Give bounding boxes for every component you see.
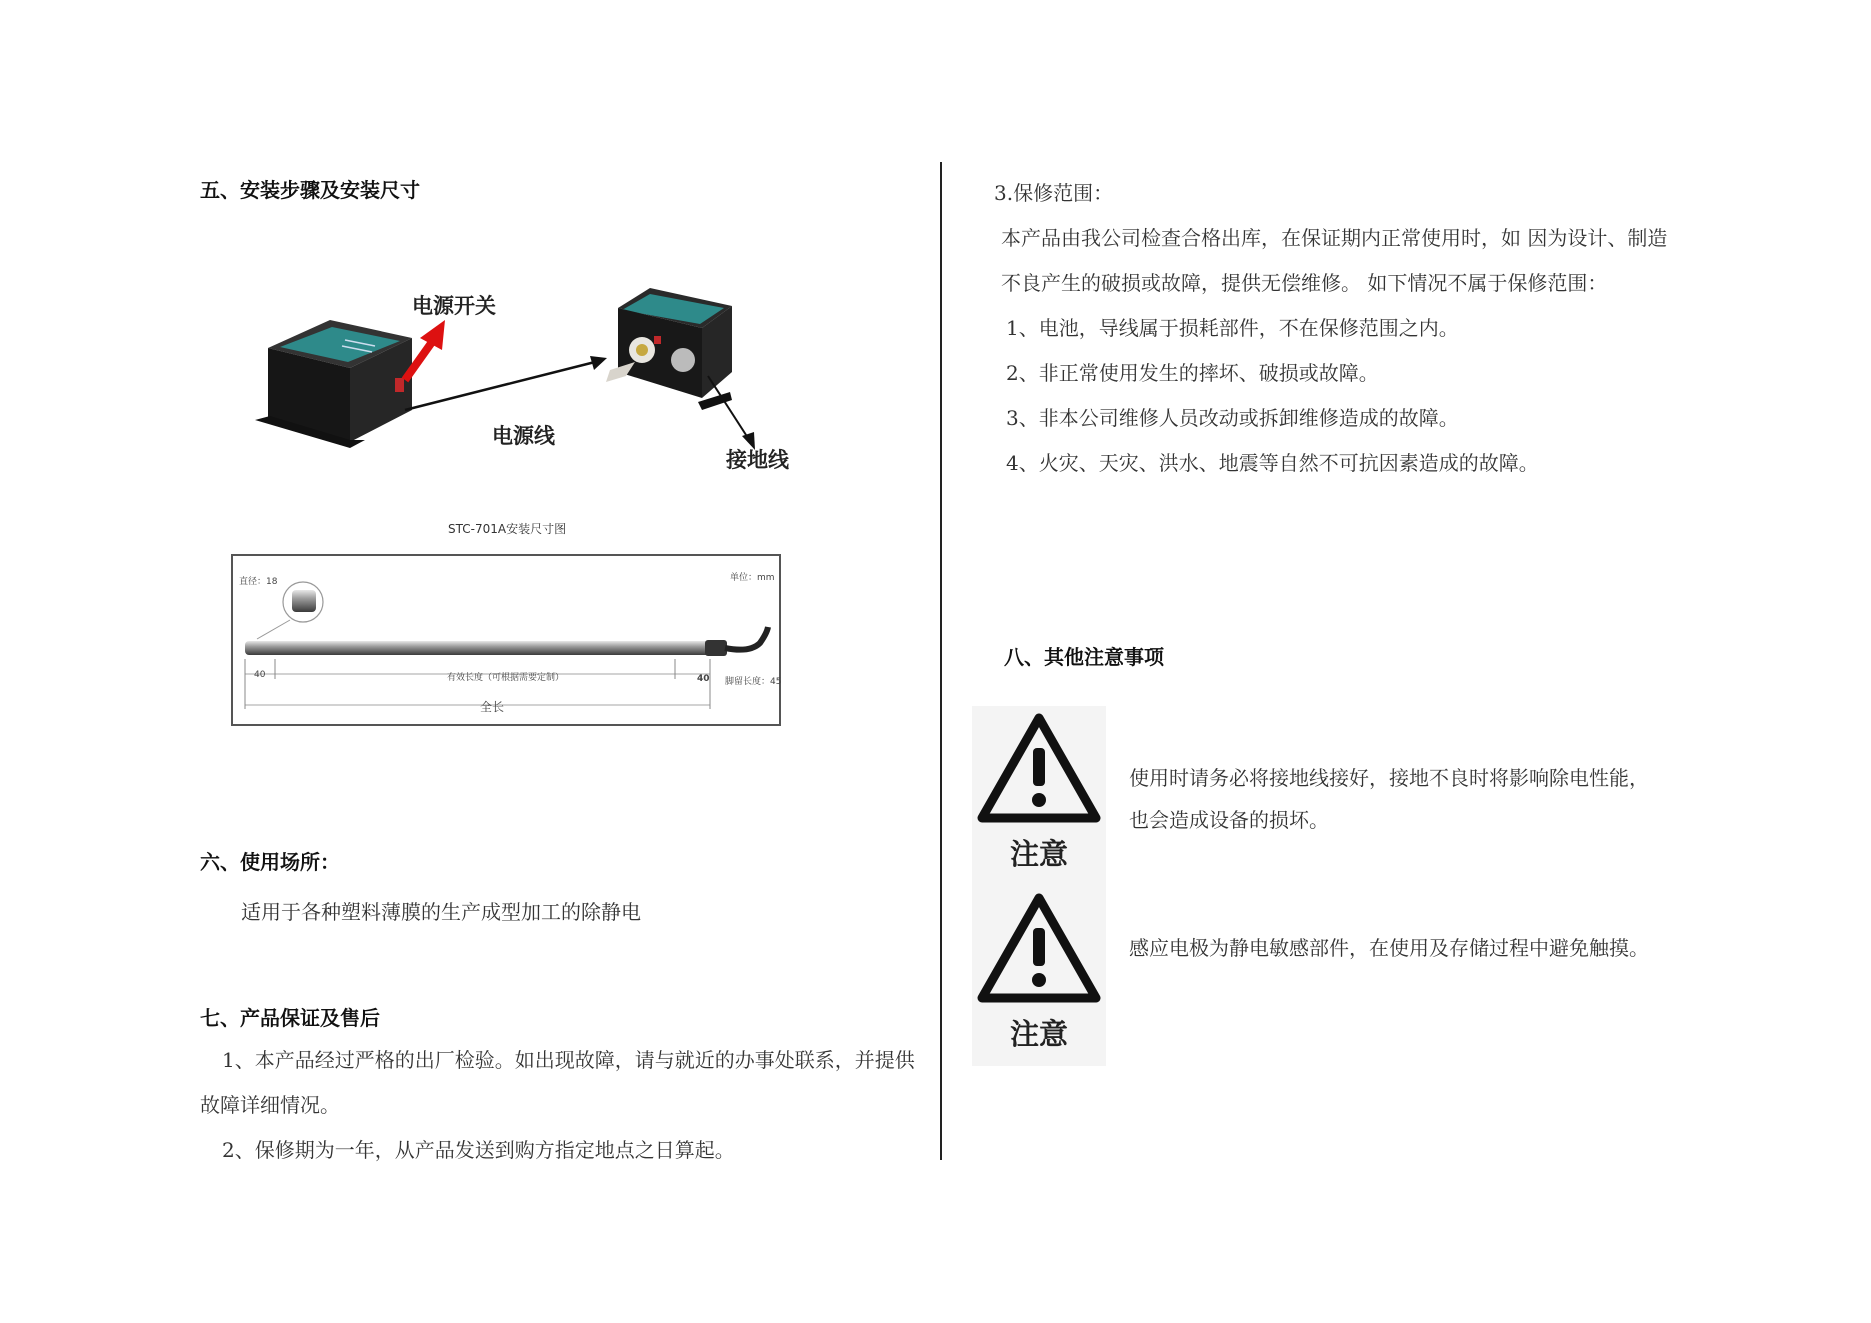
total-length-label: 全长 [480,700,505,714]
label-power-switch: 电源开关 [412,294,496,318]
section5-heading: 五、安装步骤及安装尺寸 [200,178,420,202]
controller-box-left [255,320,412,448]
warning-sign [972,706,1106,886]
diameter-label: 直径：18 [239,577,278,587]
warning-label: 注意 [1009,1017,1068,1051]
warranty-item: 2、非正常使用发生的摔坏、破损或故障。 [1006,361,1379,385]
warranty-intro-line2: 不良产生的破损或故障，提供无偿维修。 如下情况不属于保修范围： [1001,271,1608,295]
warranty-title: 3.保修范围： [994,181,1114,205]
right-dim-label: 40 [697,674,710,684]
cable-length-label: 脚留长度：45 [725,677,782,687]
section6-heading: 六、使用场所： [200,850,340,874]
section7-heading: 七、产品保证及售后 [200,1006,380,1030]
warning-label: 注意 [1009,837,1068,871]
section6-text: 适用于各种塑料薄膜的生产成型加工的除静电 [241,900,641,924]
label-power-cord: 电源线 [492,424,555,448]
warning-triangle-icon [972,886,1106,1006]
section8-heading: 八、其他注意事项 [1004,645,1164,669]
electrode-bar-drawing [235,575,780,725]
drawing-title: STC-701A安装尺寸图 [448,522,567,536]
unit-label: 单位：mm [730,573,775,583]
warranty-item: 3、非本公司维修人员改动或拆卸维修造成的故障。 [1006,406,1459,430]
section7-item1-line2: 故障详细情况。 [200,1093,340,1117]
warranty-intro-line1: 本产品由我公司检查合格出库，在保证期内正常使用时，如 因为设计、制造 [1001,226,1668,250]
warranty-item: 4、火灾、天灾、洪水、地震等自然不可抗因素造成的故障。 [1006,451,1539,475]
warranty-item: 1、电池，导线属于损耗部件，不在保修范围之内。 [1006,316,1459,340]
effective-length-label: 有效长度（可根据需要定制） [447,673,565,683]
controller-box-right [606,288,732,410]
warning2-text: 感应电极为静电敏感部件，在使用及存储过程中避免触摸。 [1129,936,1649,960]
label-ground-wire: 接地线 [726,448,789,472]
warning-triangle-icon [972,706,1106,826]
left-dim-label: 40 [254,670,266,680]
column-divider [940,162,942,1160]
section7-item1-line1: 1、本产品经过严格的出厂检验。如出现故障，请与就近的办事处联系，并提供 [222,1048,915,1072]
warning1-line1: 使用时请务必将接地线接好，接地不良时将影响除电性能， [1129,766,1649,790]
warning1-line2: 也会造成设备的损坏。 [1129,808,1329,832]
section7-item2: 2、保修期为一年，从产品发送到购方指定地点之日算起。 [222,1138,735,1162]
warning-sign [972,886,1106,1066]
